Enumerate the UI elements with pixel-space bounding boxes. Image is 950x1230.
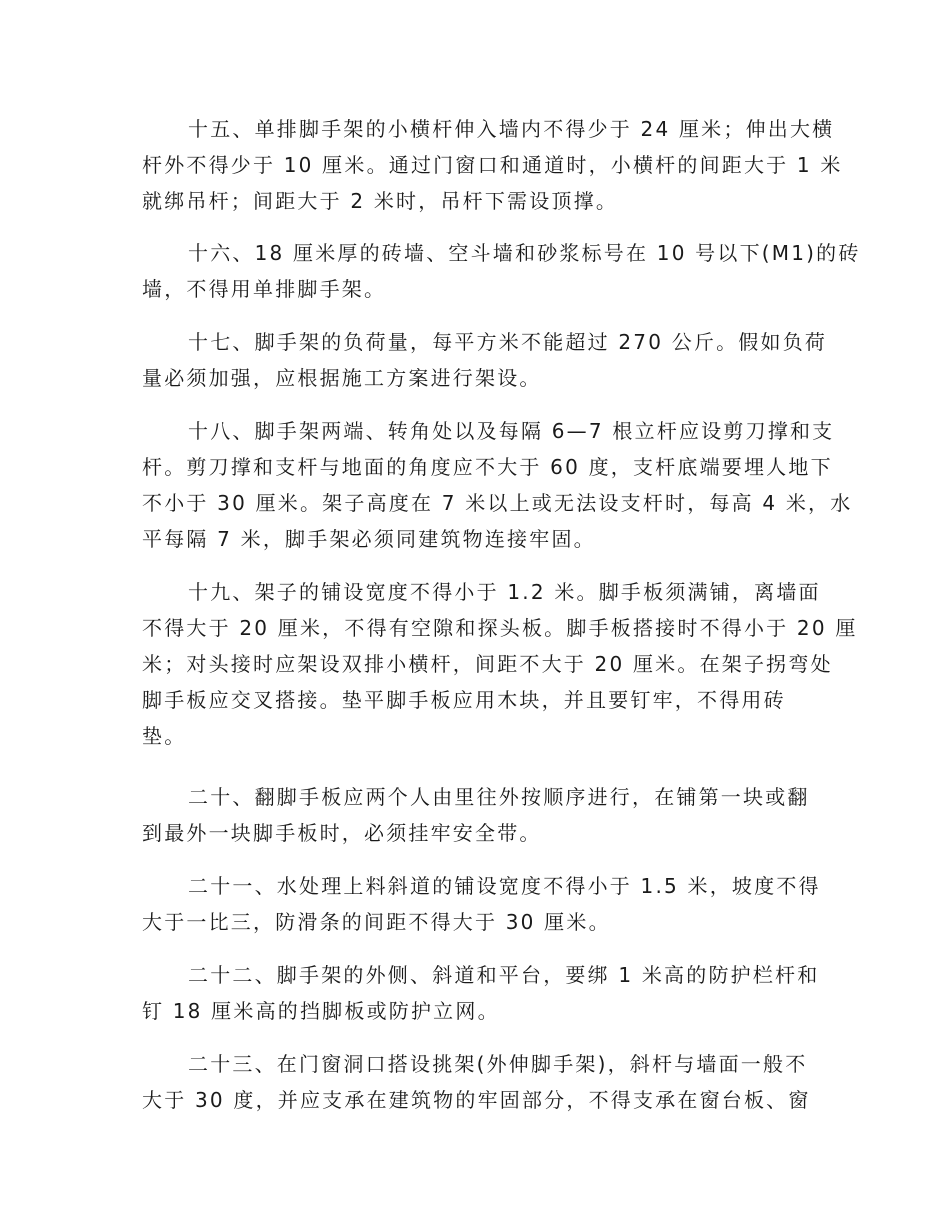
paragraph-19-line-3: 米；对头接时应架设双排小横杆，间距不大于 20 厘米。在架子拐弯处 (142, 652, 833, 676)
paragraph-18-line-2: 杆。剪刀撑和支杆与地面的角度应不大于 60 度，支杆底端要埋人地下 (142, 455, 833, 479)
paragraph-18-line-1: 十八、脚手架两端、转角处以及每隔 6—7 根立杆应设剪刀撑和支 (188, 419, 835, 443)
paragraph-16-line-1: 十六、18 厘米厚的砖墙、空斗墙和砂浆标号在 10 号以下(M1)的砖 (188, 241, 861, 265)
paragraph-19-line-1: 十九、架子的铺设宽度不得小于 1.2 米。脚手板须满铺，离墙面 (188, 580, 821, 604)
paragraph-19-line-2: 不得大于 20 厘米，不得有空隙和探头板。脚手板搭接时不得小于 20 厘 (142, 616, 858, 640)
paragraph-22-line-1: 二十二、脚手架的外侧、斜道和平台，要绑 1 米高的防护栏杆和 (188, 963, 820, 987)
paragraph-19-line-5: 垫。 (142, 724, 187, 748)
paragraph-23-line-2: 大于 30 度，并应支承在建筑物的牢固部分，不得支承在窗台板、窗 (142, 1088, 811, 1112)
paragraph-21-line-2: 大于一比三，防滑条的间距不得大于 30 厘米。 (142, 910, 611, 934)
paragraph-21-line-1: 二十一、水处理上料斜道的铺设宽度不得小于 1.5 米，坡度不得 (188, 874, 821, 898)
paragraph-15-line-2: 杆外不得少于 10 厘米。通过门窗口和通道时，小横杆的间距大于 1 米 (142, 153, 843, 177)
paragraph-22-line-2: 钉 18 厘米高的挡脚板或防护立网。 (142, 999, 500, 1023)
paragraph-15-line-3: 就绑吊杆；间距大于 2 米时，吊杆下需设顶撑。 (142, 189, 619, 213)
paragraph-18-line-3: 不小于 30 厘米。架子高度在 7 米以上或无法设支杆时，每高 4 米，水 (142, 491, 853, 515)
paragraph-17-line-1: 十七、脚手架的负荷量，每平方米不能超过 270 公斤。假如负荷 (188, 330, 828, 354)
paragraph-18-line-4: 平每隔 7 米，脚手架必须同建筑物连接牢固。 (142, 527, 596, 551)
paragraph-19-line-4: 脚手板应交叉搭接。垫平脚手板应用木块，并且要钉牢，不得用砖 (142, 688, 786, 712)
paragraph-23-line-1: 二十三、在门窗洞口搭设挑架(外伸脚手架)，斜杆与墙面一般不 (188, 1052, 808, 1076)
paragraph-20-line-1: 二十、翻脚手板应两个人由里往外按顺序进行，在铺第一块或翻 (188, 785, 810, 809)
paragraph-15-line-1: 十五、单排脚手架的小横杆伸入墙内不得少于 24 厘米；伸出大横 (188, 117, 835, 141)
paragraph-20-line-2: 到最外一块脚手板时，必须挂牢安全带。 (142, 821, 542, 845)
paragraph-16-line-2: 墙，不得用单排脚手架。 (142, 277, 387, 301)
paragraph-17-line-2: 量必须加强，应根据施工方案进行架设。 (142, 366, 542, 390)
